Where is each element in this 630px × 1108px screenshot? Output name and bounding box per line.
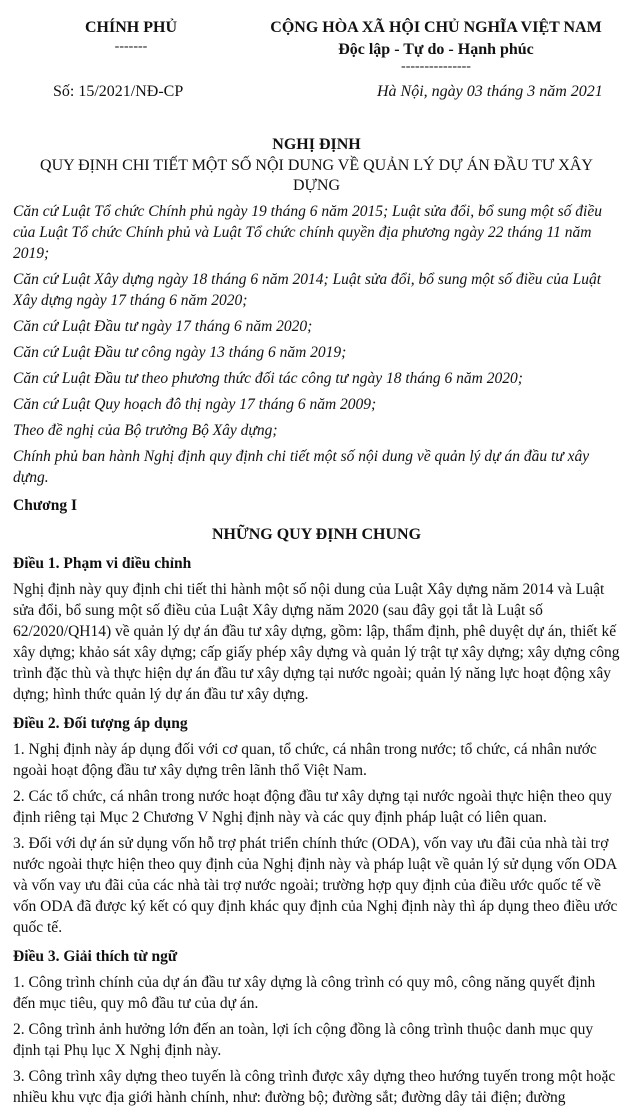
- article-paragraph: 2. Công trình ảnh hưởng lớn đến an toàn, lợi ích cộng đồng là công trình thuộc danh mục quy định tại Phụ lục X Nghị định này.: [13, 1021, 594, 1059]
- article-title: Điều 1. Phạm vi điều chỉnh: [13, 555, 192, 572]
- chapter-title: NHỮNG QUY ĐỊNH CHUNG: [211, 526, 422, 543]
- agency-block: [51, 16, 211, 54]
- country-name: CỘNG HÒA XÃ HỘI CHỦ NGHĨA VIỆT NAM: [270, 19, 602, 36]
- basis-item: Căn cứ Luật Đầu tư theo phương thức đối tác công tư ngày 18 tháng 6 năm 2020;: [13, 370, 523, 387]
- basis-item: Căn cứ Luật Xây dựng ngày 18 tháng 6 năm 2014; Luật sửa đổi, bổ sung một số điều của Luật Xây dựng ngày 17 tháng 6 năm 2020;: [13, 271, 602, 309]
- agency-name: CHÍNH PHỦ: [85, 19, 177, 36]
- basis-item: Chính phủ ban hành Nghị định quy định chi tiết một số nội dung về quản lý dự án đầu tư xây dựng.: [13, 448, 590, 486]
- document-header: [13, 0, 620, 128]
- basis-item: Căn cứ Luật Đầu tư ngày 17 tháng 6 năm 2020;: [13, 318, 313, 335]
- motto-divider: ---------------: [401, 59, 471, 74]
- document-type: NGHỊ ĐỊNH: [272, 136, 361, 153]
- national-title-block: [239, 16, 630, 74]
- article-paragraph: 1. Công trình chính của dự án đầu tư xây dựng là công trình có quy mô, công năng quyết định đến mục tiêu, quy mô đầu tư của dự án.: [13, 974, 596, 1012]
- basis-item: Theo đề nghị của Bộ trưởng Bộ Xây dựng;: [13, 422, 278, 439]
- agency-divider: -------: [114, 39, 148, 54]
- basis-item: Căn cứ Luật Đầu tư công ngày 13 tháng 6 năm 2019;: [13, 344, 347, 361]
- place-date: Hà Nội, ngày 03 tháng 3 năm 2021: [377, 83, 603, 100]
- article-paragraph: 3. Đối với dự án sử dụng vốn hỗ trợ phát triển chính thức (ODA), vốn vay ưu đãi của nhà tài trợ nước ngoài thực hiện theo quy định của Nghị định này và pháp luật về quản lý sử dụng vốn ODA và vốn vay ưu đãi của các nhà tài trợ nước ngoài; trường hợp quy định của điều ước quốc tế về vốn ODA đã được ký kết có quy định khác quy định của Nghị định này thì áp dụng theo điều ước quốc tế.: [13, 835, 618, 936]
- article-title: Điều 3. Giải thích từ ngữ: [13, 948, 178, 965]
- article-paragraph: 1. Nghị định này áp dụng đối với cơ quan, tổ chức, cá nhân trong nước; tổ chức, cá nhân nước ngoài hoạt động đầu tư xây dựng trên lãnh thổ Việt Nam.: [13, 741, 597, 779]
- basis-item: Căn cứ Luật Tổ chức Chính phủ ngày 19 tháng 6 năm 2015; Luật sửa đổi, bổ sung một số điều của Luật Tổ chức Chính phủ và Luật Tổ chức chính quyền địa phương ngày 22 tháng 11 năm 2019;: [13, 203, 602, 262]
- chapter-heading: Chương I: [13, 497, 77, 514]
- article-paragraph: Nghị định này quy định chi tiết thi hành một số nội dung của Luật Xây dựng năm 2014 và Luật sửa đổi, bổ sung một số điều của Luật Xây dựng năm 2020 (sau đây gọi tắt là Luật số 62/2020/QH14) về quản lý dự án đầu tư xây dựng, gồm: lập, thẩm định, phê duyệt dự án, thiết kế xây dựng; khảo sát xây dựng; cấp giấy phép xây dựng và quản lý trật tự xây dựng; xây dựng công trình đặc thù và thực hiện dự án đầu tư xây dựng tại nước ngoài; quản lý năng lực hoạt động xây dựng; hình thức quản lý dự án đầu tư xây dựng.: [13, 581, 620, 703]
- motto: Độc lập - Tự do - Hạnh phúc: [338, 41, 534, 58]
- article-paragraph: 3. Công trình xây dựng theo tuyến là công trình được xây dựng theo hướng tuyến trong một hoặc nhiều khu vực địa giới hành chính, như: đường bộ; đường sắt; đường dây tải điện; đường: [13, 1068, 616, 1106]
- document-number: Số: 15/2021/NĐ-CP: [53, 83, 184, 100]
- basis-item: Căn cứ Luật Quy hoạch đô thị ngày 17 tháng 6 năm 2009;: [13, 396, 377, 413]
- legal-basis: [13, 201, 620, 488]
- document-title: QUY ĐỊNH CHI TIẾT MỘT SỐ NỘI DUNG VỀ QUẢN LÝ DỰ ÁN ĐẦU TƯ XÂY DỰNG: [40, 157, 593, 194]
- article-paragraph: 2. Các tổ chức, cá nhân trong nước hoạt động đầu tư xây dựng tại nước ngoài thực hiện theo quy định riêng tại Mục 2 Chương V Nghị định này và các quy định pháp luật có liên quan.: [13, 788, 612, 826]
- title-block: [13, 128, 620, 196]
- article-title: Điều 2. Đối tượng áp dụng: [13, 715, 188, 732]
